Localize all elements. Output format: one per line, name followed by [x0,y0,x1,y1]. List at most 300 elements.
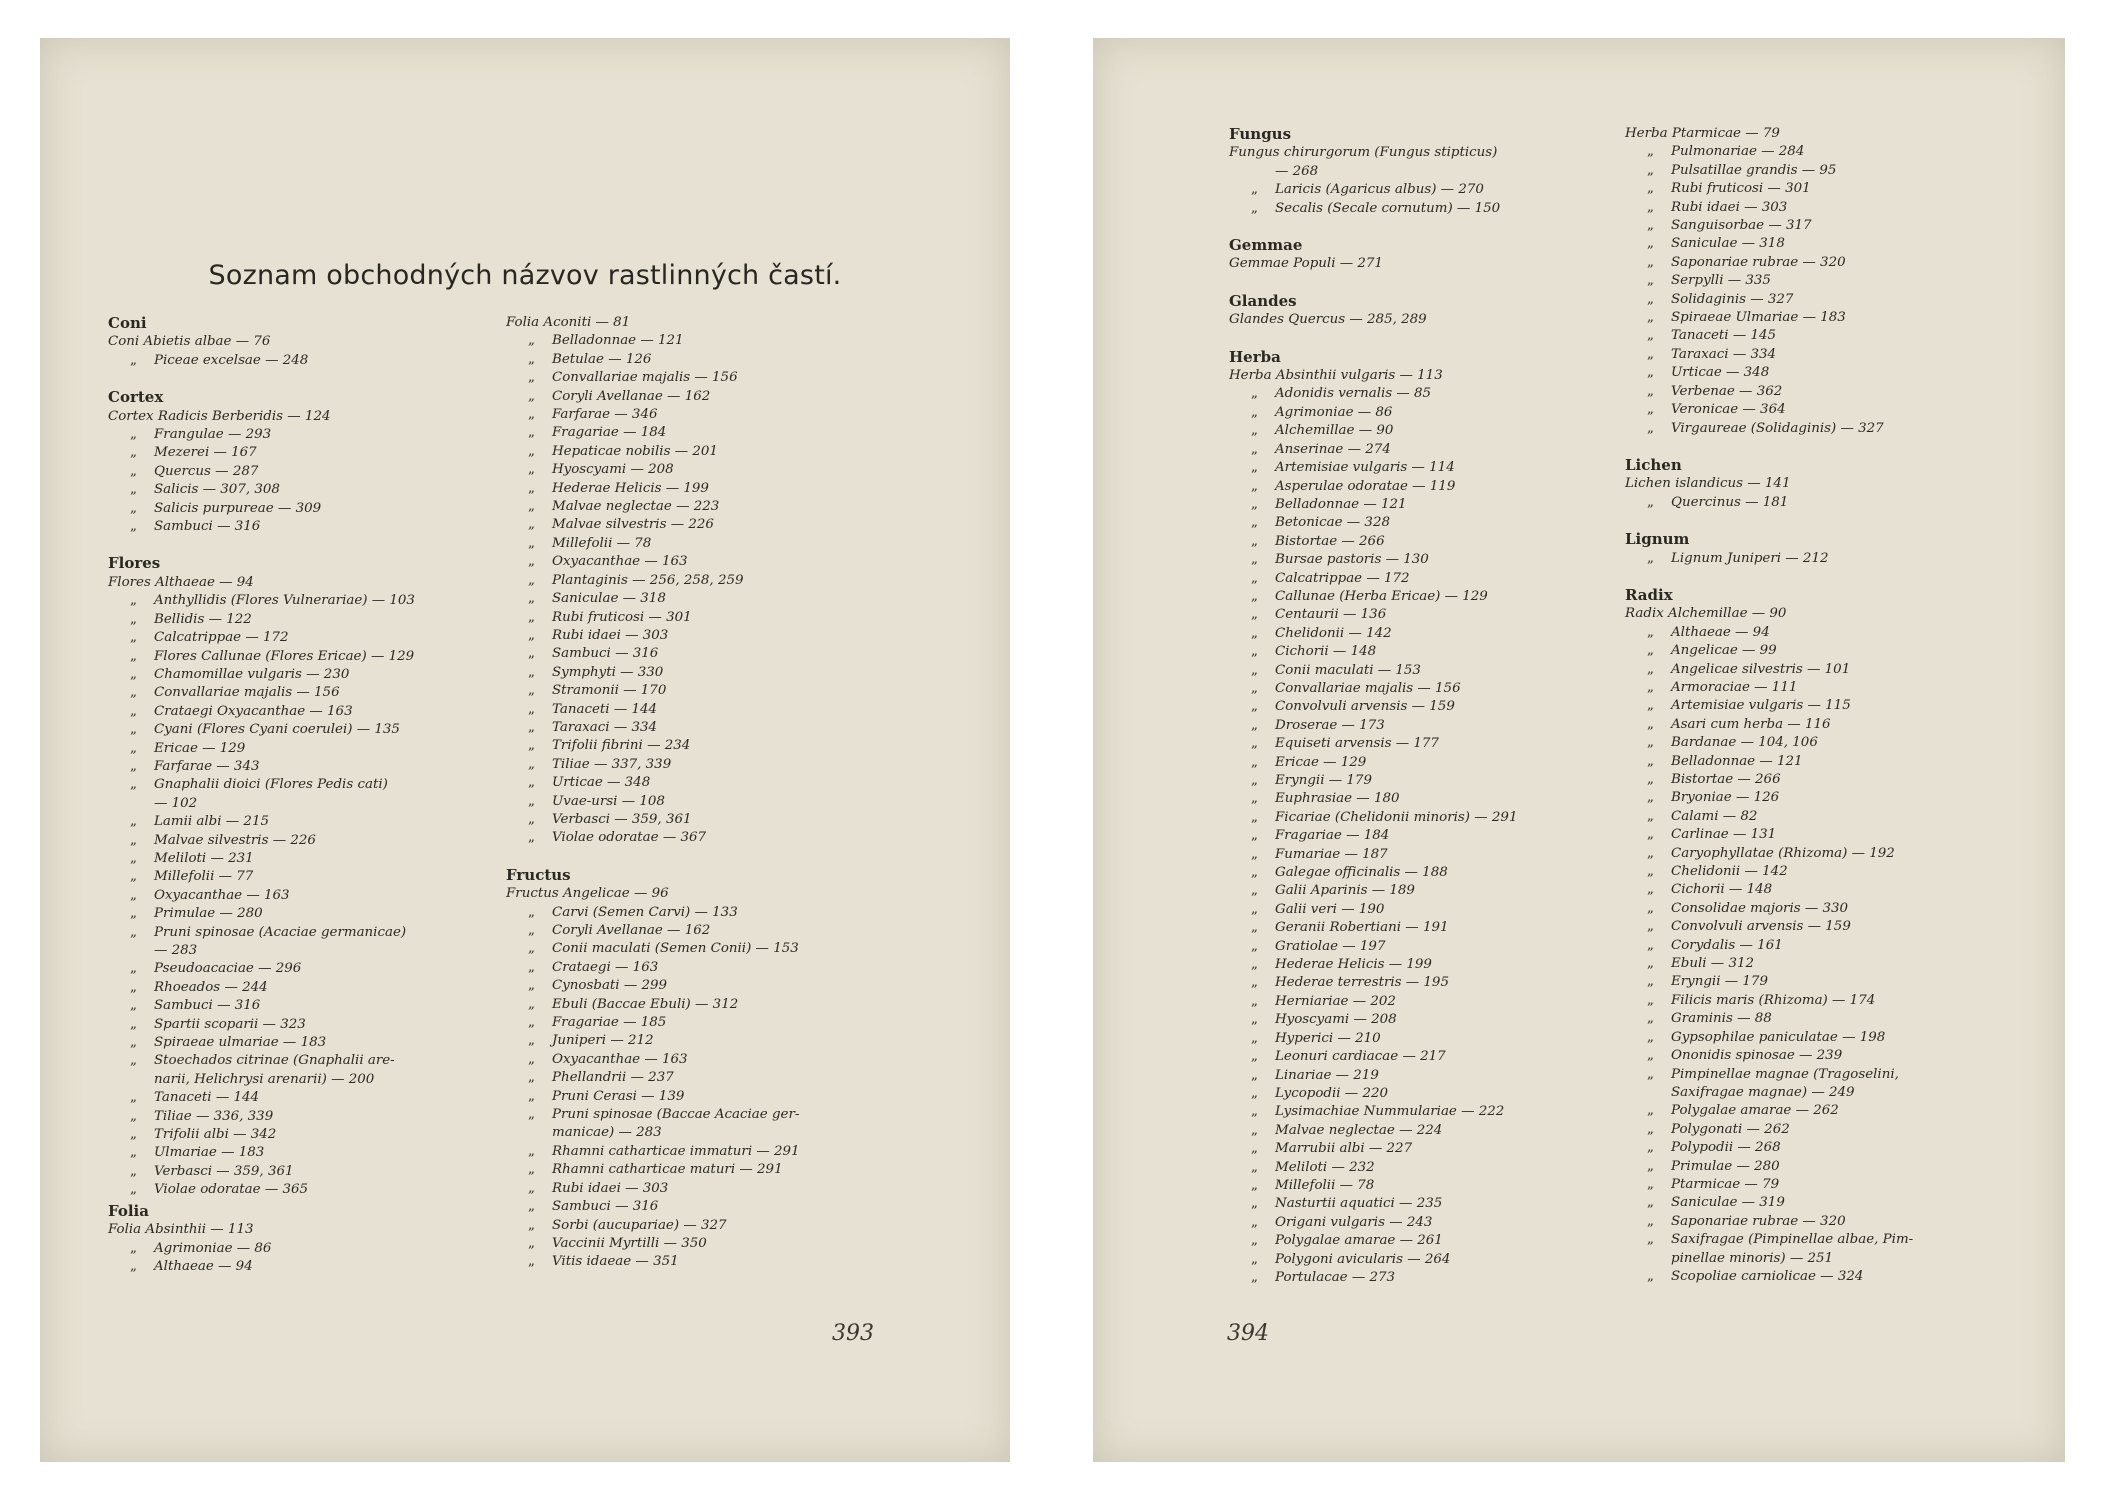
ditto-mark: „ [528,1254,535,1270]
index-subentry-text: Mezerei — 167 [154,445,257,461]
index-subentry [108,352,438,370]
index-subentry-text: Bursae pastoris — 130 [1275,552,1429,568]
index-subentry-text: Angelicae silvestris — 101 [1671,661,1851,677]
index-subentry [1229,809,1609,827]
index-subentry [1625,327,2025,345]
ditto-mark: „ [130,666,137,682]
index-subentry-text: Bardanae — 104, 106 [1671,735,1818,751]
index-subentry [1229,533,1609,551]
index-subentry-text: Primulae — 280 [1671,1158,1780,1174]
index-subentry-text: Rubi idaei — 303 [552,627,669,643]
ditto-mark: „ [1647,1176,1654,1192]
ditto-mark: „ [528,1015,535,1031]
index-subentry [1625,642,2025,660]
ditto-mark: „ [1251,570,1258,586]
ditto-mark: „ [528,1180,535,1196]
index-subentry [506,811,916,829]
ditto-mark: „ [130,850,137,866]
ditto-mark: „ [1251,1049,1258,1065]
index-subentry [506,572,916,590]
index-subentry [1229,1067,1609,1085]
ditto-mark: „ [130,519,137,535]
index-subentry [108,518,438,536]
index-subentry [1229,570,1609,588]
index-subentry-text: Bellidis — 122 [154,611,252,627]
index-subentry-text: Nasturtii aquatici — 235 [1275,1196,1443,1212]
index-subentry [1625,753,2025,771]
index-subentry [108,721,438,739]
index-subentry [1625,401,2025,419]
index-subentry [506,719,916,737]
index-subentry [1229,441,1609,459]
index-subentry [1625,771,2025,789]
ditto-mark: „ [528,443,535,459]
index-subentry-text: Bryoniae — 126 [1671,790,1780,806]
index-subentry [1229,956,1609,974]
ditto-mark: „ [528,738,535,754]
index-subentry-text: Rubi idaei — 303 [552,1180,669,1196]
index-subentry [1625,1268,2025,1286]
index-subentry-text: Sambuci — 316 [154,519,261,535]
index-subentry [1229,385,1609,403]
index-subentry [1229,478,1609,496]
ditto-mark: „ [1251,386,1258,402]
ditto-mark: „ [130,1240,137,1256]
index-subentry [1229,698,1609,716]
index-subentry-text: Symphyti — 330 [552,664,664,680]
section-heading: Lignum [1625,530,1690,549]
index-subentry [506,535,916,553]
ditto-mark: „ [528,996,535,1012]
ditto-mark: „ [1251,773,1258,788]
index-subentry-text: Ericae — 129 [1275,754,1367,770]
ditto-mark: „ [1647,900,1654,916]
index-continuation: manicae) — 283 [552,1125,662,1141]
index-subentry [1229,200,1609,218]
index-subentry-text: Spiraeae ulmariae — 183 [154,1035,327,1051]
ditto-mark: „ [528,1162,535,1178]
index-subentry-text: Fragariae — 184 [1275,828,1390,844]
index-subentry-text: Urticae — 348 [1671,365,1770,381]
index-subentry [1625,900,2025,918]
index-subentry [506,1051,916,1069]
index-subentry-text: Vaccinii Myrtilli — 350 [552,1235,707,1251]
ditto-mark: „ [1647,1121,1654,1137]
index-subentry [506,1088,916,1106]
index-subentry-text: Leonuri cardiacae — 217 [1275,1049,1446,1065]
ditto-mark: „ [528,904,535,920]
index-subentry-text: Scopoliae carniolicae — 324 [1671,1268,1864,1284]
index-subentry-text: Lamii albi — 215 [154,814,269,830]
index-subentry-text: Polypodii — 268 [1671,1140,1781,1156]
index-subentry-text: Pimpinellae magnae (Tragoselini, [1671,1066,1899,1082]
index-subentry-text: Gypsophilae paniculatae — 198 [1671,1029,1886,1045]
index-entry: Glandes Quercus — 285, 289 [1229,312,1427,328]
index-subentry-text: Oxyacanthae — 163 [552,554,688,570]
index-subentry-text: Oxyacanthae — 163 [552,1051,688,1067]
index-subentry [108,813,438,831]
ditto-mark: „ [528,388,535,404]
index-subentry [1625,364,2025,382]
index-subentry-text: Saponariae rubrae — 320 [1671,254,1846,270]
page-number: 393 [832,1321,874,1346]
index-subentry-text: Tiliae — 336, 339 [154,1108,274,1124]
index-subentry [1229,790,1609,808]
ditto-mark: „ [528,1217,535,1233]
ditto-mark: „ [130,427,137,443]
ditto-mark: „ [130,1182,137,1198]
index-subentry [1229,772,1609,790]
index-subentry-text: Taraxaci — 334 [552,719,658,735]
ditto-mark: „ [1647,864,1654,880]
ditto-mark: „ [528,480,535,496]
index-subentry-text: Galii veri — 190 [1275,901,1385,917]
index-subentry [1625,845,2025,863]
index-subentry [1229,181,1609,199]
index-subentry [108,684,438,702]
index-subentry-text: Althaeae — 94 [154,1258,253,1274]
index-subentry [1625,383,2025,401]
index-subentry-text: Pulsatillae grandis — 95 [1671,162,1837,178]
ditto-mark: „ [130,998,137,1014]
index-subentry-text: Saniculae — 318 [1671,236,1785,252]
index-subentry [1625,494,2025,512]
index-subentry [1625,881,2025,899]
index-subentry [1229,754,1609,772]
ditto-mark: „ [1251,1233,1258,1249]
index-subentry [108,500,438,518]
index-subentry [108,850,438,868]
index-entry: Coni Abietis albae — 76 [108,334,271,350]
ditto-mark: „ [528,1143,535,1159]
ditto-mark: „ [1647,808,1654,824]
index-subentry [1229,717,1609,735]
index-subentry [1229,1251,1609,1269]
index-subentry [1625,1066,2025,1084]
ditto-mark: „ [1251,717,1258,733]
index-subentry-text: Pulmonariae — 284 [1671,144,1805,160]
index-subentry [1625,863,2025,881]
right-page [1093,38,2065,1462]
index-subentry-text: Rhoeados — 244 [154,979,268,995]
index-subentry [1625,808,2025,826]
index-subentry [1625,272,2025,290]
ditto-mark: „ [130,463,137,479]
index-subentry-text: Convolvuli arvensis — 159 [1671,919,1851,935]
index-subentry [1229,514,1609,532]
ditto-mark: „ [528,609,535,625]
index-subentry-text: Carlinae — 131 [1671,827,1777,843]
index-subentry-text: Euphrasiae — 180 [1275,791,1400,807]
index-subentry [108,592,438,610]
index-subentry-text: Taraxaci — 334 [1671,346,1777,362]
index-subentry-text: Stoechados citrinae (Gnaphalii are- [154,1053,395,1069]
ditto-mark: „ [130,352,137,368]
index-subentry-text: Adonidis vernalis — 85 [1275,386,1432,402]
index-subentry [108,426,438,444]
section-heading: Folia [108,1201,149,1220]
ditto-mark: „ [130,1108,137,1124]
index-subentry-text: Caryophyllatae (Rhizoma) — 192 [1671,845,1895,861]
ditto-mark: „ [130,1145,137,1161]
ditto-mark: „ [1647,1048,1654,1064]
ditto-mark: „ [1251,1067,1258,1083]
section-heading: Fructus [506,865,571,884]
ditto-mark: „ [528,517,535,533]
ditto-mark: „ [1647,882,1654,898]
index-subentry-text: Belladonnae — 121 [1275,496,1407,512]
index-subentry-text: Anserinae — 274 [1275,441,1391,457]
page-title: Soznam obchodných názvov rastlinných častí. [208,260,842,291]
index-subentry-text: Ptarmicae — 79 [1671,1176,1780,1192]
ditto-mark: „ [130,814,137,830]
index-subentry [1229,1214,1609,1232]
ditto-mark: „ [1647,643,1654,659]
ditto-mark: „ [528,425,535,441]
ditto-mark: „ [1251,754,1258,770]
ditto-mark: „ [1251,607,1258,623]
index-subentry-text: Graminis — 88 [1671,1011,1772,1027]
index-subentry [1229,1140,1609,1158]
page-number: 394 [1227,1321,1269,1346]
ditto-mark: „ [528,554,535,570]
ditto-mark: „ [1251,699,1258,715]
ditto-mark: „ [1647,365,1654,381]
index-subentry-text: Chelidonii — 142 [1671,864,1788,880]
index-subentry [506,1253,916,1271]
ditto-mark: „ [1251,1214,1258,1230]
index-subentry [1229,1195,1609,1213]
index-subentry-text: Ericae — 129 [154,740,246,756]
index-subentry-text: Gnaphalii dioici (Flores Pedis cati) [154,777,388,793]
index-subentry [1625,624,2025,642]
ditto-mark: „ [1251,515,1258,531]
index-subentry [1625,346,2025,364]
index-subentry-text: Convallariae majalis — 156 [552,370,738,386]
index-subentry-text: Polygoni avicularis — 264 [1275,1251,1451,1267]
ditto-mark: „ [528,646,535,662]
index-subentry-text: Verbenae — 362 [1671,383,1783,399]
ditto-mark: „ [1647,199,1654,215]
index-subentry-text: Vitis idaeae — 351 [552,1254,679,1270]
index-subentry [506,461,916,479]
ditto-mark: „ [1251,496,1258,512]
index-subentry [506,645,916,663]
index-subentry [1625,716,2025,734]
index-subentry-text: Secalis (Secale cornutum) — 150 [1275,200,1501,216]
index-subentry-text: Stramonii — 170 [552,683,667,699]
index-subentry-text: Agrimoniae — 86 [1275,404,1393,420]
ditto-mark: „ [528,756,535,772]
section-heading: Coni [108,314,147,332]
index-subentry-text: Eryngii — 179 [1671,974,1768,990]
ditto-mark: „ [130,722,137,738]
index-subentry [1229,1103,1609,1121]
index-subentry [506,553,916,571]
section-heading: Cortex [108,388,164,407]
ditto-mark: „ [1251,957,1258,973]
index-subentry-text: Tanaceti — 145 [1671,328,1777,344]
ditto-mark: „ [1251,791,1258,807]
ditto-mark: „ [1251,1196,1258,1212]
index-subentry-text: Betulae — 126 [552,351,652,367]
index-continuation: — 268 [1275,163,1319,179]
index-subentry-text: Polygalae amarae — 262 [1671,1103,1839,1119]
index-subentry [108,666,438,684]
index-subentry-text: Coryli Avellanae — 162 [552,923,711,938]
index-subentry [1229,1122,1609,1140]
ditto-mark: „ [1251,182,1258,198]
ditto-mark: „ [528,1051,535,1067]
ditto-mark: „ [1647,1213,1654,1229]
ditto-mark: „ [1647,1011,1654,1027]
index-subentry-text: Rubi idaei — 303 [1671,199,1788,215]
index-subentry-text: Trifolii albi — 342 [154,1127,277,1143]
index-subentry-text: Convallariae majalis — 156 [1275,680,1461,696]
index-subentry [506,388,916,406]
index-subentry [1229,606,1609,624]
ditto-mark: „ [528,978,535,994]
index-subentry [506,1143,916,1161]
index-subentry-text: Malvae silvestris — 226 [552,517,714,533]
index-subentry-text: Solidaginis — 327 [1671,291,1794,307]
ditto-mark: „ [1251,809,1258,825]
index-subentry-text: Linariae — 219 [1275,1067,1379,1083]
index-subentry [1625,661,2025,679]
index-subentry-text: Chelidonii — 142 [1275,625,1392,641]
index-subentry [1625,1139,2025,1157]
ditto-mark: „ [1647,550,1654,566]
index-subentry-text: Droserae — 173 [1275,717,1385,733]
index-subentry-text: Malvae neglectae — 223 [552,499,720,515]
index-subentry-text: Pruni Cerasi — 139 [552,1088,685,1104]
index-subentry-text: Geranii Robertiani — 191 [1275,920,1449,936]
index-subentry [506,516,916,534]
index-subentry-text: Consolidae majoris — 330 [1671,900,1849,916]
index-subentry [1229,901,1609,919]
ditto-mark: „ [528,1107,535,1123]
ditto-mark: „ [1647,1103,1654,1119]
index-subentry-text: Hepaticae nobilis — 201 [552,443,718,459]
index-subentry-text: Artemisiae vulgaris — 115 [1671,698,1851,714]
index-subentry-text: Bistortae — 266 [1671,772,1781,787]
ditto-mark: „ [528,923,535,938]
ditto-mark: „ [1251,460,1258,476]
ditto-mark: „ [1647,1029,1654,1045]
ditto-mark: „ [528,830,535,846]
index-subentry [108,481,438,499]
index-subentry [506,627,916,645]
index-subentry [506,922,916,940]
index-subentry [108,758,438,776]
index-subentry [1229,864,1609,882]
index-subentry-text: Tanaceti — 144 [552,701,658,717]
ditto-mark: „ [1647,1158,1654,1174]
ditto-mark: „ [130,1163,137,1179]
ditto-mark: „ [528,499,535,515]
index-subentry [1625,734,2025,752]
index-continuation: pinellae minoris) — 251 [1671,1250,1834,1266]
index-subentry [108,1052,438,1070]
ditto-mark: „ [130,887,137,903]
index-subentry [506,498,916,516]
index-subentry [108,1108,438,1126]
index-subentry-text: Chamomillae vulgaris — 230 [154,666,350,682]
index-subentry-text: Plantaginis — 256, 258, 259 [552,572,744,588]
index-subentry-text: Veronicae — 364 [1671,402,1786,418]
index-subentry-text: Lysimachiae Nummulariae — 222 [1275,1104,1505,1120]
index-subentry-text: Galegae officinalis — 188 [1275,865,1448,881]
ditto-mark: „ [1251,533,1258,549]
index-column-left-1 [108,314,438,1276]
ditto-mark: „ [1251,423,1258,439]
index-subentry-text: Hyoscyami — 208 [1275,1012,1397,1028]
index-subentry-text: Uvae-ursi — 108 [552,793,665,809]
index-subentry [1229,496,1609,514]
index-subentry-text: Laricis (Agaricus albus) — 270 [1275,182,1484,198]
index-subentry [1625,420,2025,438]
ditto-mark: „ [528,462,535,478]
index-subentry-text: Polygonati — 262 [1671,1121,1790,1137]
ditto-mark: „ [1251,200,1258,216]
index-subentry [506,406,916,424]
ditto-mark: „ [1251,865,1258,881]
ditto-mark: „ [130,1035,137,1051]
index-subentry [506,1198,916,1216]
index-subentry-text: Farfarae — 343 [154,758,260,774]
index-column-right-2 [1625,125,2025,1286]
index-subentry-text: Tiliae — 337, 339 [552,756,672,772]
index-subentry [108,979,438,997]
index-subentry [1625,309,2025,327]
ditto-mark: „ [528,407,535,423]
index-subentry-text: Ononidis spinosae — 239 [1671,1048,1843,1064]
index-subentry-text: Corydalis — 161 [1671,937,1783,953]
index-subentry [506,1032,916,1050]
index-subentry-text: Spiraeae Ulmariae — 183 [1671,310,1846,326]
ditto-mark: „ [528,959,535,975]
index-subentry-text: Farfarae — 346 [552,407,658,423]
ditto-mark: „ [1647,624,1654,640]
index-subentry [108,463,438,481]
ditto-mark: „ [528,811,535,827]
index-entry: Radix Alchemillae — 90 [1625,606,1787,622]
ditto-mark: „ [528,370,535,386]
ditto-mark: „ [1647,1140,1654,1156]
index-subentry-text: Agrimoniae — 86 [154,1240,272,1256]
index-subentry-text: Fragariae — 184 [552,425,667,441]
index-subentry-text: Verbasci — 359, 361 [154,1163,294,1179]
index-subentry [506,351,916,369]
index-subentry-text: Sorbi (aucupariae) — 327 [552,1217,727,1233]
ditto-mark: „ [1647,937,1654,953]
index-subentry-text: Salicis purpureae — 309 [154,500,322,516]
ditto-mark: „ [130,1127,137,1143]
index-subentry [1229,974,1609,992]
index-subentry [108,1144,438,1162]
index-subentry-text: Carvi (Semen Carvi) — 133 [552,904,738,920]
index-subentry-text: Filicis maris (Rhizoma) — 174 [1671,992,1876,1008]
index-subentry [108,1034,438,1052]
ditto-mark: „ [130,445,137,461]
ditto-mark: „ [130,648,137,664]
ditto-mark: „ [1647,420,1654,436]
index-subentry [108,648,438,666]
ditto-mark: „ [1251,1085,1258,1101]
index-subentry-text: Galii Aparinis — 189 [1275,883,1415,899]
index-subentry [108,1258,438,1276]
index-subentry-text: Asari cum herba — 116 [1671,716,1831,732]
